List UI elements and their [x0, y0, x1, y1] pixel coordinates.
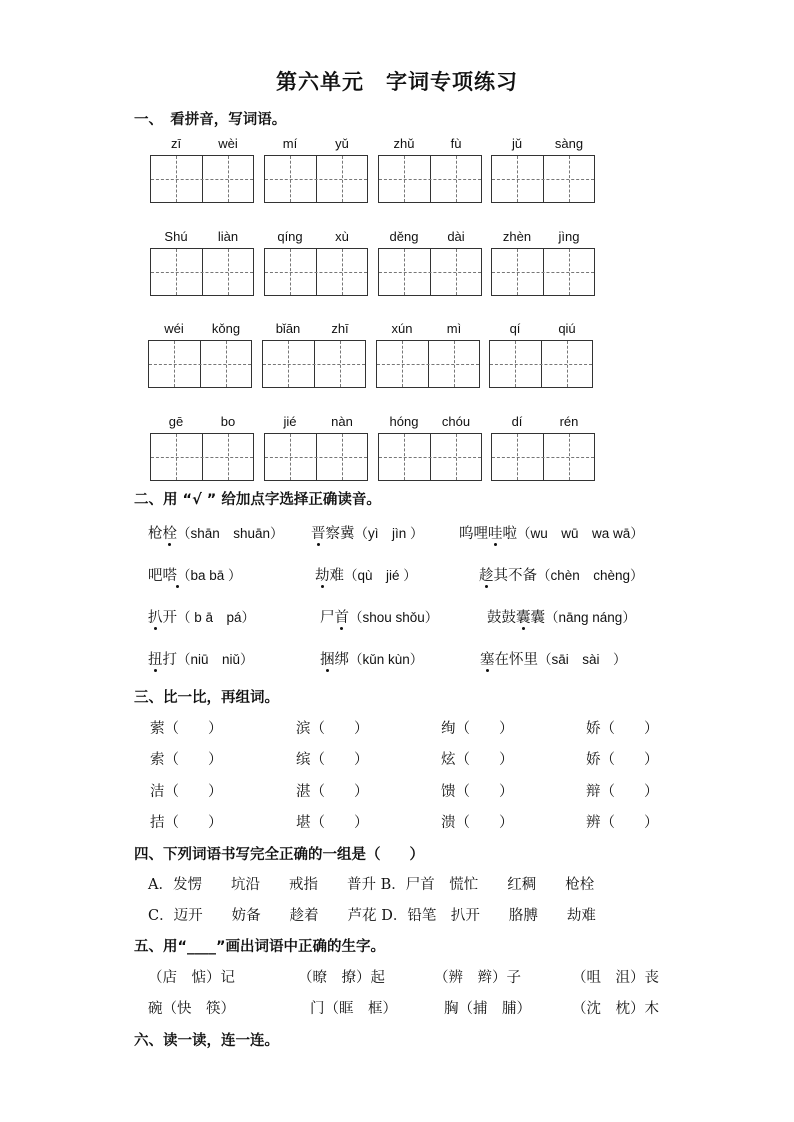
pinyin-label: mí [282, 136, 298, 151]
char-choice-item[interactable]: （沈 枕）木 [572, 1001, 659, 1017]
compare-word-item[interactable]: 娇（ ） [586, 721, 659, 737]
dotted-char: 劫 [315, 568, 330, 584]
word-grid-group [150, 229, 254, 296]
word-text: 吧嗒 [148, 568, 177, 584]
writing-box[interactable] [378, 248, 482, 296]
word-text: 囊 [530, 610, 545, 626]
pronunciation-item [459, 522, 644, 543]
word-text: 尸 [320, 610, 335, 626]
pinyin-label: bo [220, 414, 236, 429]
compare-word-item[interactable]: 湛（ ） [296, 784, 369, 800]
pronunciation-item [480, 648, 627, 669]
char-choice-item[interactable]: 胸（捕 脯） [444, 1001, 531, 1017]
pinyin-label: wèi [218, 136, 238, 151]
pinyin-label: rén [559, 414, 579, 429]
compare-word-item[interactable]: 堪（ ） [296, 815, 369, 831]
dotted-char: 晋 [311, 526, 326, 542]
pinyin-label: dài [447, 229, 465, 244]
pinyin-options[interactable]: （ba bā ） [177, 568, 242, 583]
word-grid-group [491, 229, 595, 296]
compare-word-item[interactable]: 辩（ ） [586, 784, 659, 800]
word-text: 其不备 [493, 568, 537, 584]
writing-box[interactable] [378, 433, 482, 481]
pinyin-options[interactable]: （wu wū wa wā） [517, 526, 644, 541]
pinyin-label: fù [450, 136, 462, 151]
pinyin-options[interactable]: （qù jié ） [344, 568, 417, 583]
compare-word-item[interactable]: 辨（ ） [586, 815, 659, 831]
word-grid-group [489, 321, 593, 388]
pinyin-label: jìng [558, 229, 580, 244]
pinyin-label: xù [335, 229, 349, 244]
dotted-char: 扭 [148, 652, 163, 668]
char-choice-item[interactable]: （咀 沮）丧 [572, 970, 659, 986]
section-6-heading: 六、读一读，连一连。 [134, 1033, 279, 1049]
pinyin-label: dí [511, 414, 523, 429]
word-grid-group [378, 136, 482, 203]
char-choice-item[interactable]: （辨 辫）子 [434, 970, 521, 986]
writing-box[interactable] [264, 433, 368, 481]
writing-box[interactable] [150, 155, 254, 203]
compare-word-item[interactable]: 拮（ ） [150, 815, 223, 831]
section-4-heading: 四、下列词语书写完全正确的一组是（ ） [134, 847, 424, 863]
word-grid-group [378, 414, 482, 481]
pinyin-label: hóng [389, 414, 419, 429]
dotted-char: 趁 [479, 568, 494, 584]
pronunciation-item [148, 648, 254, 669]
writing-box[interactable] [376, 340, 480, 388]
pinyin-label: qíng [277, 229, 303, 244]
word-grid-group [148, 321, 252, 388]
word-text: 在怀里 [494, 652, 538, 668]
pinyin-options[interactable]: （shou shǒu） [349, 610, 439, 625]
pinyin-label: nàn [331, 414, 353, 429]
pinyin-label: sàng [554, 136, 584, 151]
pinyin-label: zhǔ [393, 136, 415, 151]
writing-box[interactable] [491, 248, 595, 296]
compare-word-item[interactable]: 萦（ ） [150, 721, 223, 737]
compare-word-item[interactable]: 索（ ） [150, 752, 223, 768]
word-text: 啦 [502, 526, 517, 542]
page-title: 第六单元 字词专项练习 [276, 70, 518, 94]
pinyin-options[interactable]: （nāng náng） [545, 610, 636, 625]
dotted-char: 首 [334, 610, 349, 626]
pronunciation-item [148, 564, 242, 585]
compare-word-item[interactable]: 溃（ ） [441, 815, 514, 831]
compare-word-item[interactable]: 洁（ ） [150, 784, 223, 800]
pinyin-label: Shú [164, 229, 188, 244]
writing-box[interactable] [378, 155, 482, 203]
compare-word-item[interactable]: 娇（ ） [586, 752, 659, 768]
word-grid-group [262, 321, 366, 388]
pinyin-label: bǐān [275, 321, 301, 336]
pinyin-label: jǔ [511, 136, 523, 151]
word-grid-group [378, 229, 482, 296]
pinyin-options[interactable]: （kǔn kùn） [349, 652, 424, 667]
word-grid-group [491, 136, 595, 203]
pinyin-label: kǒng [211, 321, 241, 336]
option-line-ab: A．发愣 坑沿 戒指 普升 B．尸首 慌忙 红稠 枪栓 [148, 877, 595, 893]
compare-word-item[interactable]: 馈（ ） [441, 784, 514, 800]
char-choice-item[interactable]: 门（眶 框） [310, 1001, 397, 1017]
word-grid-group [264, 229, 368, 296]
word-grid-group [150, 136, 254, 203]
writing-box[interactable] [262, 340, 366, 388]
section-2-heading: 二、用 “√ ” 给加点字选择正确读音。 [134, 492, 381, 508]
pinyin-label: liàn [217, 229, 239, 244]
word-text: 呜哩 [459, 526, 488, 542]
pinyin-label: chóu [441, 414, 471, 429]
pinyin-label: qí [509, 321, 521, 336]
pinyin-label: gē [168, 414, 184, 429]
pinyin-label: jié [283, 414, 297, 429]
word-text: 鼓鼓 [487, 610, 516, 626]
pinyin-label: wéi [164, 321, 184, 336]
pronunciation-item [311, 522, 424, 543]
dotted-char: 扒 [148, 610, 163, 626]
writing-box[interactable] [150, 248, 254, 296]
word-text: 枪 [148, 526, 163, 542]
section-3-heading: 三、比一比，再组词。 [134, 690, 279, 706]
pinyin-options[interactable]: （yì jìn ） [354, 526, 424, 541]
word-grid-group [491, 414, 595, 481]
compare-word-item[interactable]: 炫（ ） [441, 752, 514, 768]
word-text: 察冀 [325, 526, 355, 542]
pinyin-label: děng [389, 229, 419, 244]
pinyin-options[interactable]: （ b ā pá） [177, 610, 256, 625]
option-line-cd: C．迈开 妨备 趁着 芦花 D．铅笔 扒开 胳膊 劫难 [148, 908, 596, 924]
dotted-char: 栓 [162, 526, 177, 542]
pronunciation-item [320, 648, 423, 669]
writing-box[interactable] [491, 155, 595, 203]
word-grid-group [150, 414, 254, 481]
char-choice-item[interactable]: （暸 撩）起 [298, 970, 385, 986]
pinyin-label: zhèn [502, 229, 532, 244]
word-text: 绑 [334, 652, 349, 668]
char-choice-item[interactable]: （店 惦）记 [148, 970, 235, 986]
pinyin-options[interactable]: （sāi sài ） [538, 652, 627, 667]
word-grid-group [264, 414, 368, 481]
dotted-char: 捆 [320, 652, 335, 668]
pronunciation-item [148, 606, 255, 627]
pronunciation-item [148, 522, 284, 543]
char-choice-item[interactable]: 碗（快 筷） [148, 1001, 235, 1017]
writing-box[interactable] [264, 248, 368, 296]
pinyin-label: xún [391, 321, 413, 336]
compare-word-item[interactable]: 滨（ ） [296, 721, 369, 737]
word-grid-group [376, 321, 480, 388]
pinyin-options[interactable]: （shān shuān） [177, 526, 284, 541]
compare-word-item[interactable]: 缤（ ） [296, 752, 369, 768]
pinyin-label: yǔ [335, 136, 349, 151]
writing-box[interactable] [264, 155, 368, 203]
word-grid-group [264, 136, 368, 203]
section-5-heading: 五、用“____”画出词语中正确的生字。 [134, 939, 386, 955]
pronunciation-item [479, 564, 644, 585]
dotted-char: 囊 [516, 610, 531, 626]
pinyin-label: zhī [331, 321, 349, 336]
dotted-char: 塞 [480, 652, 495, 668]
pinyin-label: qiú [558, 321, 576, 336]
section-1-heading: 一、 看拼音，写词语。 [134, 112, 287, 128]
compare-word-item[interactable]: 绚（ ） [441, 721, 514, 737]
writing-box[interactable] [150, 433, 254, 481]
pinyin-label: zī [170, 136, 182, 151]
pronunciation-item [320, 606, 438, 627]
word-text: 难 [329, 568, 344, 584]
pinyin-options[interactable]: （niū niǔ） [177, 652, 254, 667]
word-text: 开 [162, 610, 177, 626]
pronunciation-item [315, 564, 417, 585]
writing-box[interactable] [491, 433, 595, 481]
writing-box[interactable] [489, 340, 593, 388]
pinyin-label: mì [446, 321, 462, 336]
writing-box[interactable] [148, 340, 252, 388]
pronunciation-item [487, 606, 636, 627]
word-text: 打 [162, 652, 177, 668]
pinyin-options[interactable]: （chèn chèng） [537, 568, 644, 583]
dotted-char: 哇 [488, 526, 503, 542]
